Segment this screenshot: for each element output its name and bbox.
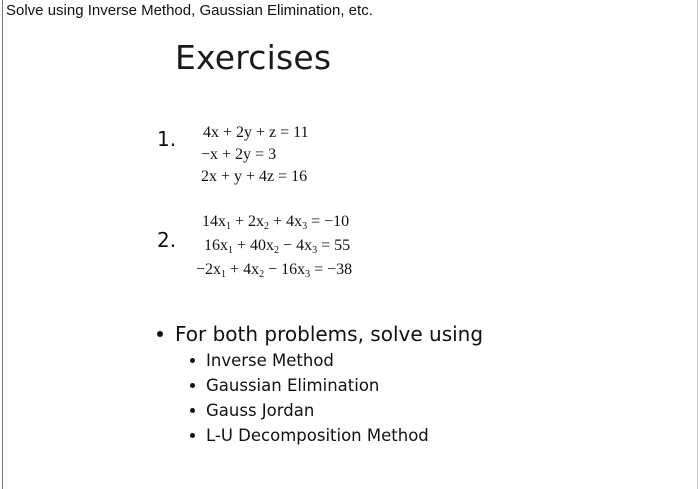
bullet-icon [190, 433, 195, 438]
equation-system [201, 122, 309, 188]
method-label: Gauss Jordan [206, 401, 315, 420]
bullet-icon [190, 358, 195, 363]
equation: $14x_1 + 2x_2 + 4x_3 = -10$ [202, 213, 350, 232]
problem-number: 1. [157, 127, 177, 151]
method-label: Inverse Method [206, 351, 334, 370]
equation: 4x + 2y + z = 11 [203, 124, 309, 141]
equation: −x + 2y = 3 [201, 146, 277, 163]
equation: 2x + y + 4z = 16 [201, 168, 308, 185]
bullet-text: For both problems, solve using [175, 322, 484, 346]
equation: $-2x_1 + 4x_2 - 16x_3 = -38$ [196, 261, 353, 280]
method-label: Gaussian Elimination [206, 376, 380, 395]
bullet-icon [157, 331, 163, 337]
method-label: L-U Decomposition Method [206, 426, 429, 445]
list-item [190, 423, 483, 448]
method-bullets [155, 322, 483, 448]
equation-system [196, 210, 352, 282]
bullet-icon [190, 408, 195, 413]
list-item [190, 373, 483, 398]
method-list [190, 348, 483, 448]
bullet-item [155, 322, 483, 346]
list-item [190, 398, 483, 423]
equation: $16x_1 + 40x_2 - 4x_3 = 55$ [204, 237, 351, 256]
problem-number: 2. [157, 228, 177, 252]
list-item [190, 348, 483, 373]
slide-title: Exercises [175, 38, 332, 77]
bullet-icon [190, 383, 195, 388]
instruction-text: Solve using Inverse Method, Gaussian Elimination, etc. [6, 2, 373, 19]
